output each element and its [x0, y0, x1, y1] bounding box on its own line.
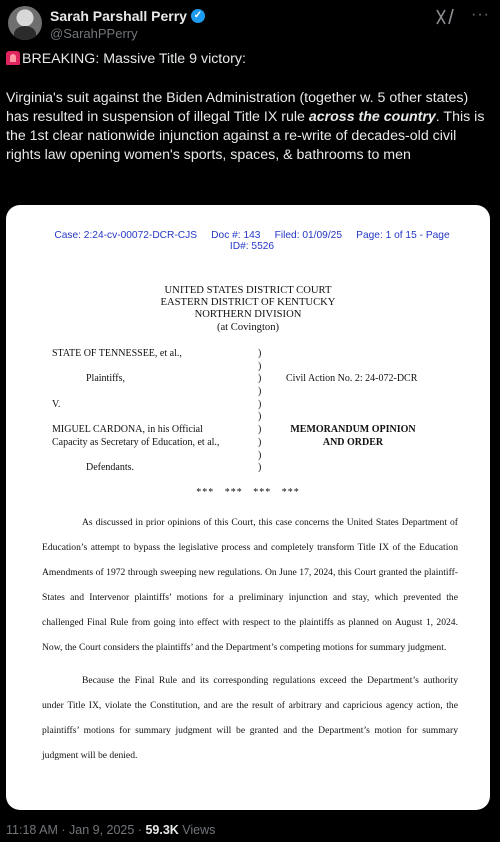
- paren: ): [258, 449, 262, 461]
- view-count: 59.3K: [145, 823, 179, 837]
- tweet-timestamp[interactable]: 11:18 AM · Jan 9, 2025 ·: [6, 823, 146, 837]
- court-line: (at Covington): [216, 321, 280, 333]
- author-name[interactable]: Sarah Parshall Perry: [50, 8, 187, 24]
- tweet-meta: [6, 823, 215, 837]
- opinion-body: [42, 510, 458, 776]
- doc-header-line2: ID#: 5526: [229, 241, 275, 252]
- tweet-text: [6, 50, 492, 185]
- tweet-body-before: Virginia's suit against the Biden Administration (together w. 5 other states) has resulted in suspension of illegal Title IX rule: [6, 90, 469, 125]
- doc-case-header: [42, 230, 462, 252]
- case-parties: [52, 348, 452, 475]
- defendant-line1: MIGUEL CARDONA, in his Official: [52, 424, 203, 436]
- attached-document-image[interactable]: [6, 205, 490, 810]
- opinion-paragraph: As discussed in prior opinions of this Court, this case concerns the United States Department of Education’s attempt to bypass the legislative process and completely transform Title IX of the Education Amendments of 1972 through sweeping new regulations. On June 17, 2024, this Court granted the plaintiff-States and Intervenor plaintiffs’ motions for a preliminary injunction and stay, which prevented the challenged Final Rule from going into effect with respect to the plaintiffs as planned on August 1, 2024. Now, the Court considers the plaintiffs’ and the Department’s competing motions for summary judgment.: [42, 517, 458, 653]
- avatar[interactable]: [8, 6, 42, 40]
- opinion-paragraph: Because the Final Rule and its corresponding regulations exceed the Department’s authority under Title IX, violate the Constitution, and are the result of arbitrary and capricious agency action, the plaintiffs’ motions for summary judgment will be granted and the Department’s motion for summary judgment will be denied.: [42, 675, 458, 761]
- paren: ): [258, 424, 262, 436]
- author-name-row: [50, 8, 205, 24]
- paren: ): [258, 348, 262, 359]
- paren: ): [258, 462, 262, 474]
- doc-header-line1: Case: 2:24-cv-00072-DCR-CJS Doc #: 143 Filed: 01/09/25 Page: 1 of 15 - Page: [54, 230, 450, 241]
- paren: ): [258, 436, 262, 448]
- views-label: Views: [178, 823, 216, 837]
- author-handle[interactable]: @SarahPPerry: [50, 26, 138, 41]
- memo-subtitle: AND ORDER: [322, 436, 384, 448]
- paren: ): [258, 398, 262, 410]
- tweet-body: [6, 89, 492, 165]
- more-options-icon[interactable]: ···: [471, 6, 490, 23]
- verified-badge-icon: ✓: [191, 9, 205, 23]
- tweet-headline: [6, 50, 492, 69]
- tweet-body-emphasis: across the country: [308, 109, 436, 125]
- paren: ): [258, 386, 262, 398]
- paren: ): [258, 411, 262, 423]
- defendant-line2: Capacity as Secretary of Education, et al.,: [52, 436, 220, 448]
- paren: ): [258, 373, 262, 385]
- versus: V.: [52, 398, 61, 410]
- plaintiff-name: STATE OF TENNESSEE, et al.,: [52, 348, 182, 359]
- memo-title: MEMORANDUM OPINION: [290, 424, 416, 436]
- court-line: EASTERN DISTRICT OF KENTUCKY: [160, 297, 336, 309]
- siren-icon: [6, 51, 20, 65]
- tweet-body-after: . This is the 1st clear nationwide injunction against a re-write of decades-old civil rights law opening women's sports, spaces, & bathrooms to men: [6, 109, 485, 163]
- grok-icon[interactable]: [434, 7, 456, 27]
- section-separator: *** *** *** ***: [196, 487, 300, 498]
- court-caption: [6, 285, 490, 334]
- paren: ): [258, 360, 262, 372]
- plaintiffs-label: Plaintiffs,: [86, 373, 125, 385]
- defendants-label: Defendants.: [86, 462, 135, 474]
- court-line: NORTHERN DIVISION: [194, 309, 302, 321]
- tweet-line1: BREAKING: Massive Title 9 victory:: [22, 51, 246, 67]
- civil-action-number: Civil Action No. 2: 24-072-DCR: [286, 373, 418, 385]
- tweet-header: [8, 6, 492, 42]
- court-line: UNITED STATES DISTRICT COURT: [164, 285, 332, 296]
